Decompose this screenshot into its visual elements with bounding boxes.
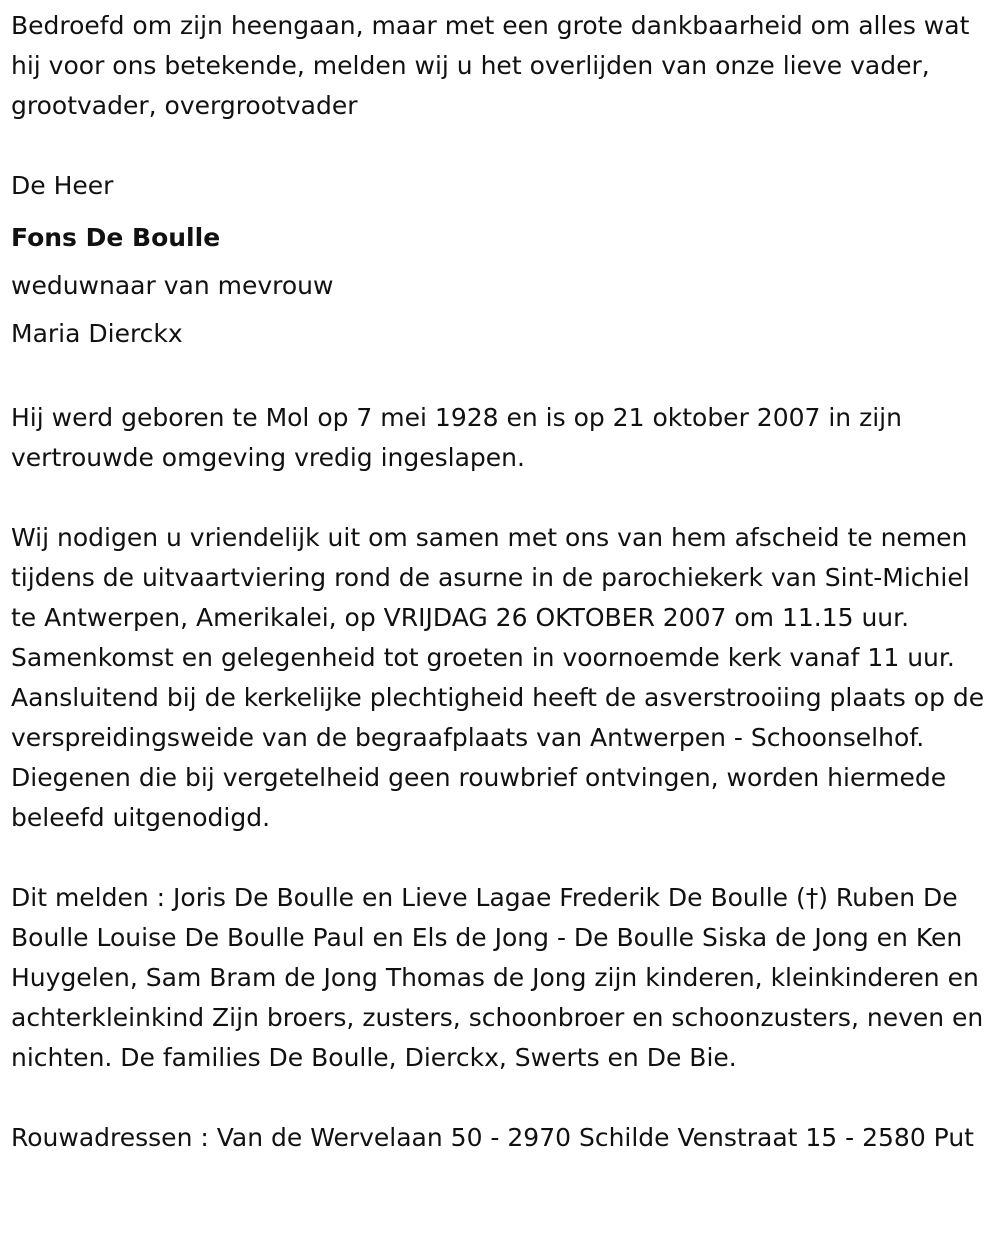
widower-of-label: weduwnaar van mevrouw — [11, 271, 334, 300]
invitation-paragraph: Wij nodigen u vriendelijk uit om samen met ons van hem afscheid te nemen tijdens de uitvaartviering rond de asurne in de parochiekerk van Sint-Michiel te Antwerpen, Amerikalei, op VRIJDAG 26 OKTOBER 2007 om 11.15 uur. Samenkomst en gelegenheid tot groeten in voornoemde kerk vanaf 11 uur. Aansluitend bij de kerkelijke plechtigheid heeft de asverstrooiing plaats op de verspreidingsweide van de begraafplaats van Antwerpen - Schoonselhof. Diegenen die bij vergetelheid geen rouwbrief ontvingen, worden hiermede beleefd uitgenodigd. — [11, 523, 985, 832]
spacer — [11, 478, 991, 518]
spacer — [11, 1078, 991, 1118]
addresses-paragraph: Rouwadressen : Van de Wervelaan 50 - 2970 Schilde Venstraat 15 - 2580 Put — [11, 1123, 974, 1152]
birth-death-paragraph: Hij werd geboren te Mol op 7 mei 1928 en is op 21 oktober 2007 in zijn vertrouwde omgeving vredig ingeslapen. — [11, 403, 902, 472]
salutation: De Heer — [11, 171, 114, 200]
intro-paragraph: Bedroefd om zijn heengaan, maar met een grote dankbaarheid om alles wat hij voor ons betekende, melden wij u het overlijden van onze lieve vader, grootvader, overgrootvader — [11, 11, 970, 120]
spacer — [11, 358, 991, 398]
obituary-notice — [11, 6, 991, 1158]
spacer — [11, 126, 991, 166]
spouse-name: Maria Dierckx — [11, 319, 183, 348]
deceased-name: Fons De Boulle — [11, 223, 221, 252]
family-paragraph: Dit melden : Joris De Boulle en Lieve Lagae Frederik De Boulle (†) Ruben De Boulle Louise De Boulle Paul en Els de Jong - De Boulle Siska de Jong en Ken Huygelen, Sam Bram de Jong Thomas de Jong zijn kinderen, kleinkinderen en achterkleinkind Zijn broers, zusters, schoonbroer en schoonzusters, neven en nichten. De families De Boulle, Dierckx, Swerts en De Bie. — [11, 883, 984, 1072]
deceased-block — [11, 166, 991, 358]
spacer — [11, 838, 991, 878]
